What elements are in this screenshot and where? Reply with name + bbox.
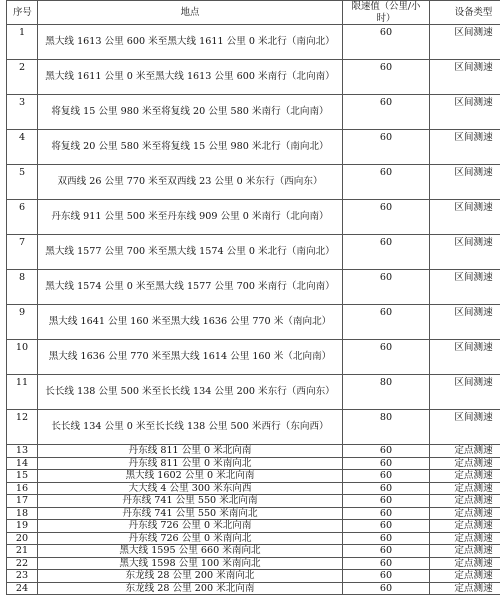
location-cell: 将复线 20 公里 580 米至将复线 15 公里 980 米北行（南向北）	[38, 130, 343, 165]
speed-limit-cell: 60	[343, 340, 430, 375]
table-body	[7, 25, 500, 595]
device-type-cell: 定点测速	[430, 507, 500, 520]
table-row	[7, 375, 500, 410]
location-cell: 丹东线 726 公里 0 米北向南	[38, 520, 343, 533]
table-row	[7, 270, 500, 305]
location-cell: 黑大线 1595 公里 660 米南向北	[38, 545, 343, 558]
table-row	[7, 305, 500, 340]
speed-limit-cell: 60	[343, 532, 430, 545]
row-number-cell: 15	[7, 470, 38, 483]
row-number-cell: 5	[7, 165, 38, 200]
device-type-cell: 区间测速	[430, 200, 500, 235]
speed-limit-cell: 60	[343, 165, 430, 200]
speed-limit-cell: 80	[343, 375, 430, 410]
header-device-type: 设备类型	[430, 1, 500, 25]
table-row	[7, 495, 500, 508]
table-row	[7, 557, 500, 570]
speed-limit-cell: 60	[343, 570, 430, 583]
table-row	[7, 165, 500, 200]
row-number-cell: 18	[7, 507, 38, 520]
speed-limit-cell: 60	[343, 25, 430, 60]
device-type-cell: 区间测速	[430, 165, 500, 200]
speed-limit-cell: 60	[343, 130, 430, 165]
speed-limit-cell: 60	[343, 582, 430, 595]
speed-limit-cell: 60	[343, 270, 430, 305]
device-type-cell: 定点测速	[430, 520, 500, 533]
speed-limit-cell: 60	[343, 507, 430, 520]
device-type-cell: 定点测速	[430, 570, 500, 583]
device-type-cell: 区间测速	[430, 60, 500, 95]
location-cell: 丹东线 726 公里 0 米南向北	[38, 532, 343, 545]
device-type-cell: 定点测速	[430, 470, 500, 483]
speed-limit-cell: 60	[343, 482, 430, 495]
speed-limit-cell: 60	[343, 520, 430, 533]
device-type-cell: 定点测速	[430, 557, 500, 570]
device-type-cell: 定点测速	[430, 582, 500, 595]
row-number-cell: 4	[7, 130, 38, 165]
device-type-cell: 区间测速	[430, 25, 500, 60]
row-number-cell: 11	[7, 375, 38, 410]
location-cell: 长长线 138 公里 500 米至长长线 134 公里 200 米东行（西向东）	[38, 375, 343, 410]
location-cell: 东龙线 28 公里 200 米南向北	[38, 570, 343, 583]
table-row	[7, 95, 500, 130]
table-row	[7, 570, 500, 583]
location-cell: 长长线 134 公里 0 米至长长线 138 公里 500 米西行（东向西）	[38, 410, 343, 445]
table-row	[7, 457, 500, 470]
location-cell: 黑大线 1641 公里 160 米至黑大线 1636 公里 770 米（南向北）	[38, 305, 343, 340]
speed-limit-cell: 60	[343, 457, 430, 470]
device-type-cell: 区间测速	[430, 270, 500, 305]
table-row	[7, 130, 500, 165]
speed-camera-table-sheet	[6, 0, 493, 595]
location-cell: 黑大线 1613 公里 600 米至黑大线 1611 公里 0 米北行（南向北）	[38, 25, 343, 60]
table-header-row	[7, 1, 500, 25]
device-type-cell: 区间测速	[430, 375, 500, 410]
table-row	[7, 482, 500, 495]
header-speed-limit: 限速值（公里/小时）	[343, 1, 430, 25]
speed-limit-cell: 60	[343, 445, 430, 458]
device-type-cell: 定点测速	[430, 445, 500, 458]
row-number-cell: 16	[7, 482, 38, 495]
location-cell: 丹东线 811 公里 0 米北向南	[38, 445, 343, 458]
speed-limit-cell: 60	[343, 545, 430, 558]
speed-limit-cell: 60	[343, 470, 430, 483]
table-row	[7, 507, 500, 520]
device-type-cell: 区间测速	[430, 410, 500, 445]
table-row	[7, 532, 500, 545]
location-cell: 黑大线 1602 公里 0 米北向南	[38, 470, 343, 483]
location-cell: 黑大线 1577 公里 700 米至黑大线 1574 公里 0 米北行（南向北）	[38, 235, 343, 270]
location-cell: 黑大线 1636 公里 770 米至黑大线 1614 公里 160 米（北向南）	[38, 340, 343, 375]
table-row	[7, 410, 500, 445]
speed-limit-cell: 60	[343, 95, 430, 130]
table-row	[7, 520, 500, 533]
device-type-cell: 区间测速	[430, 130, 500, 165]
location-cell: 大大线 4 公里 300 米东向西	[38, 482, 343, 495]
device-type-cell: 定点测速	[430, 532, 500, 545]
location-cell: 东龙线 28 公里 200 米北向南	[38, 582, 343, 595]
location-cell: 双西线 26 公里 770 米至双西线 23 公里 0 米东行（西向东）	[38, 165, 343, 200]
location-cell: 丹东线 811 公里 0 米南向北	[38, 457, 343, 470]
table-row	[7, 445, 500, 458]
speed-limit-cell: 60	[343, 305, 430, 340]
device-type-cell: 定点测速	[430, 545, 500, 558]
speed-limit-cell: 60	[343, 60, 430, 95]
speed-limit-cell: 80	[343, 410, 430, 445]
row-number-cell: 14	[7, 457, 38, 470]
row-number-cell: 12	[7, 410, 38, 445]
row-number-cell: 20	[7, 532, 38, 545]
row-number-cell: 2	[7, 60, 38, 95]
row-number-cell: 21	[7, 545, 38, 558]
row-number-cell: 3	[7, 95, 38, 130]
location-cell: 黑大线 1574 公里 0 米至黑大线 1577 公里 700 米南行（北向南）	[38, 270, 343, 305]
device-type-cell: 定点测速	[430, 495, 500, 508]
location-cell: 丹东线 911 公里 500 米至丹东线 909 公里 0 米南行（北向南）	[38, 200, 343, 235]
row-number-cell: 24	[7, 582, 38, 595]
speed-limit-cell: 60	[343, 200, 430, 235]
device-type-cell: 区间测速	[430, 95, 500, 130]
table-row	[7, 235, 500, 270]
table-row	[7, 25, 500, 60]
row-number-cell: 17	[7, 495, 38, 508]
row-number-cell: 22	[7, 557, 38, 570]
header-location: 地点	[38, 1, 343, 25]
row-number-cell: 23	[7, 570, 38, 583]
row-number-cell: 13	[7, 445, 38, 458]
location-cell: 黑大线 1598 公里 100 米南向北	[38, 557, 343, 570]
location-cell: 黑大线 1611 公里 0 米至黑大线 1613 公里 600 米南行（北向南）	[38, 60, 343, 95]
device-type-cell: 区间测速	[430, 235, 500, 270]
location-cell: 将复线 15 公里 980 米至将复线 20 公里 580 米南行（北向南）	[38, 95, 343, 130]
table-row	[7, 200, 500, 235]
row-number-cell: 10	[7, 340, 38, 375]
speed-limit-cell: 60	[343, 557, 430, 570]
location-cell: 丹东线 741 公里 550 米北向南	[38, 495, 343, 508]
table-row	[7, 545, 500, 558]
table-row	[7, 340, 500, 375]
header-no: 序号	[7, 1, 38, 25]
speed-camera-table	[6, 0, 500, 595]
table-row	[7, 60, 500, 95]
row-number-cell: 19	[7, 520, 38, 533]
table-row	[7, 470, 500, 483]
row-number-cell: 1	[7, 25, 38, 60]
speed-limit-cell: 60	[343, 495, 430, 508]
device-type-cell: 定点测速	[430, 482, 500, 495]
row-number-cell: 7	[7, 235, 38, 270]
row-number-cell: 6	[7, 200, 38, 235]
device-type-cell: 区间测速	[430, 305, 500, 340]
row-number-cell: 9	[7, 305, 38, 340]
device-type-cell: 区间测速	[430, 340, 500, 375]
table-row	[7, 582, 500, 595]
speed-limit-cell: 60	[343, 235, 430, 270]
row-number-cell: 8	[7, 270, 38, 305]
device-type-cell: 定点测速	[430, 457, 500, 470]
location-cell: 丹东线 741 公里 550 米南向北	[38, 507, 343, 520]
